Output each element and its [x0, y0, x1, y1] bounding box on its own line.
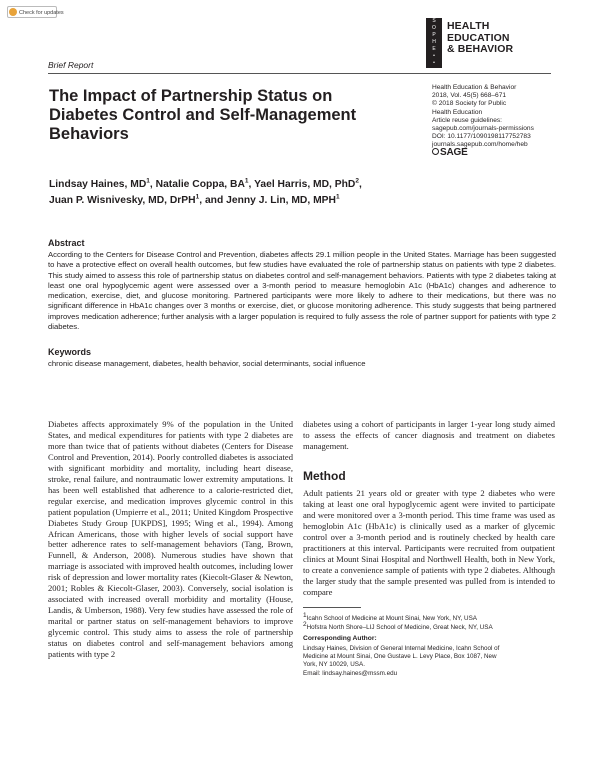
copyright-line: © 2018 Society for Public [432, 100, 507, 108]
check-for-updates-badge[interactable] [7, 6, 64, 18]
author-name: Yael Harris, MD, PhD [254, 179, 356, 190]
permissions-link[interactable]: sagepub.com/journals-permissions [432, 125, 534, 133]
journal-logo-mark: S O P H E • • [426, 18, 442, 68]
journal-home-link[interactable]: journals.sagepub.com/home/heb [432, 141, 528, 149]
author-list: Lindsay Haines, $MD^1$, Natalie Coppa, $BA^1$, Yael Harris, MD, PhD$^2$, Juan P. Wisnivesky, MD, DrPH$^1$, and Jenny J. Lin, MD, MPH$^1$ [49, 177, 362, 206]
affiliation-item: $^1$Icahn School of Medicine at Mount Sinai, New York, NY, USA [303, 611, 477, 622]
doi-link[interactable]: DOI: 10.1177/1090198117752783 [432, 133, 531, 141]
method-heading: Method [303, 469, 346, 483]
introduction-continued-text: diabetes using a cohort of participants in larger 1-year long study aimed to assess the effects of cancer diagnosis and treatment on diabetes management. [303, 419, 555, 451]
article-title: The Impact of Partnership Status on Diabetes Control and Self-Management Behaviors [49, 87, 357, 143]
corresponding-author-heading: Corresponding Author: [303, 635, 377, 642]
corresponding-author-details: Lindsay Haines, Division of General Internal Medicine, Icahn School of Medicine at Mount Sinai, One Gustave L. Levy Place, Box 1087, New York, NY 10029, USA. Email: lindsay.haines@mssm.edu [303, 645, 558, 678]
abstract-heading: Abstract [48, 238, 85, 248]
author-name: Lindsay Haines, MD [49, 179, 147, 190]
author-affiliation: 1 [195, 193, 200, 201]
journal-logo [426, 18, 574, 68]
corresponding-email-link[interactable]: Email: lindsay.haines@mssm.edu [303, 669, 398, 677]
publisher-logo: SAGE [432, 147, 468, 158]
sage-ring-icon [432, 148, 439, 155]
abstract-text: According to the Centers for Disease Control and Prevention, diabetes affects 29.1 million people in the United States. Marriage has been suggested to have a protective effect on overall health outcomes, but few studies have evaluated the role of partnership status on patients with type 2 diabetes. This study aimed to assess this role of partnership status on diabetes control and self-management behaviors. Patients with type 2 diabetes taking at least one oral hypoglycemic agent were assessed over a 3-month period to measure hemoglobin A1c (HbA1c) changes and adherence to medication, exercise, diet, and glucose monitoring. Partnered participants were more likely to adhere to their medications, but there was no significant difference in HbA1c changes over 3 months or exercise, diet, or glucose monitoring adherence. This study suggests that being partnered improves medication adherence; further analysis with a larger population is required to fully assess the role of partner support for patients with type 2 diabetes. [48, 250, 556, 331]
keywords-text: chronic disease management, diabetes, health behavior, social determinants, social influence [48, 359, 366, 368]
affiliation-item: $^2$Hofstra North Shore–LIJ School of Medicine, Great Neck, NY, USA [303, 620, 493, 631]
footnote-divider [303, 607, 361, 608]
author-affiliation: 1 [244, 177, 249, 185]
check-for-updates-label: Check for updates [19, 10, 64, 16]
journal-name: Health Education & Behavior [432, 84, 517, 91]
header-divider [48, 73, 551, 74]
update-status-icon [9, 8, 17, 16]
journal-info [432, 84, 562, 150]
author-affiliation: 1 [146, 177, 150, 185]
author-name: Juan P. Wisnivesky, MD, DrPH [49, 194, 196, 206]
introduction-text: Diabetes affects approximately 9% of the population in the United States, and medical expenditures for patients with type 2 diabetes are more than twice that of patients without diabetes (Centers for Disease Control and Prevention, 2014). Poorly controlled diabetes is associated with significant morbidity and mortality, including heart disease, stroke, renal failure, and nontraumatic lower extremity amputations. It has been well established that adherence to a calorie-restricted diet, regular exercise, and medication improves glycemic control in this patient population (Umpierre et al., 2011; United Kingdom Prospective Diabetes Study Group [UKPDS], 1995; Wing et al., 1994). Among African Americans, those with higher levels of social support have better adherence rates to self-management behaviors (Tang, Brown, Funnell, & Anderson, 2008). Numerous studies have shown that marriage is associated with improved health outcomes, including lower risk of depression and lower mortality rates (Kiecolt-Glaser & Newton, 2001; Robles & Kiecolt-Glaser, 2003). Conversely, social isolation is associated with increased overall morbidity and mortality (House, Landis, & Umberson, 1988). Very few studies have assessed the role of marital or partner status on self-management behaviors to improve glycemic control. This study aims to assess the role of partnership status on diabetes control and self-management behaviors among patients with type 2 [48, 419, 293, 660]
method-text: Adult patients 21 years old or greater with type 2 diabetes who were taking at least one oral hypoglycemic agent were invited to participate and were monitored over a 3-month period. This time frame was used as hemoglobin A1c (HbA1c) is clinically used as a marker of glycemic control over a 3-month period and is routinely checked by health care practitioners at this interval. Participants were recruited from outpatient clinics at Mount Sinai Hospital and Northwell Health, both in New York, to create a convenience sample of patients with type 2 diabetes. Although the larger study that the sample presented was pulled from is intended to compare [303, 488, 555, 597]
keywords-heading: Keywords [48, 347, 92, 357]
affiliation-list [303, 611, 558, 632]
author-affiliation: 1 [335, 193, 340, 201]
article-type-label: Brief Report [48, 60, 94, 70]
author-affiliation: 2 [355, 177, 359, 185]
author-name: Jenny J. Lin, MD, MPH [226, 194, 336, 206]
author-name: Natalie Coppa, BA [155, 179, 245, 190]
journal-logo-text: HEALTH EDUCATION & BEHAVIOR [447, 20, 514, 55]
journal-volume: 2018, Vol. 45(5) 668–671 [432, 92, 507, 100]
copyright-line-2: Health Education [432, 108, 483, 116]
reuse-guidelines-label: Article reuse guidelines: [432, 116, 503, 124]
